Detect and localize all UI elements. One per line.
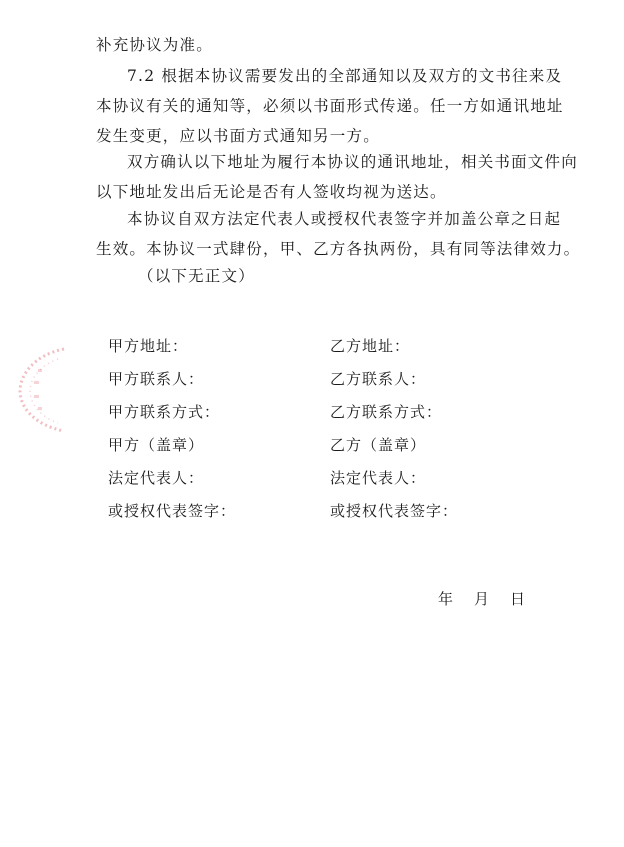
party-b-auth-rep-label: 或授权代表签字： bbox=[330, 502, 459, 520]
paragraph-line: 生效。本协议一式肆份，甲、乙方各执两份，具有同等法律效力。 bbox=[96, 240, 581, 258]
party-b-legal-rep-label: 法定代表人： bbox=[330, 469, 427, 487]
party-a-legal-rep-label: 法定代表人： bbox=[108, 469, 205, 487]
party-b-seal-label: 乙方（盖章） bbox=[330, 436, 427, 454]
party-b-contact-method-label: 乙方联系方式： bbox=[330, 403, 443, 421]
paragraph-line: 补充协议为准。 bbox=[96, 36, 213, 54]
date-year-label: 年 bbox=[438, 590, 455, 608]
paragraph-line: 双方确认以下地址为履行本协议的通讯地址，相关书面文件向 bbox=[127, 153, 578, 171]
party-b-contact-label: 乙方联系人： bbox=[330, 370, 427, 388]
party-b-signature-block bbox=[330, 330, 550, 528]
paragraph-effectiveness bbox=[96, 204, 581, 264]
seal-fragment-stamp bbox=[14, 345, 70, 435]
paragraph-continuation bbox=[96, 30, 556, 60]
party-a-address-label: 甲方地址： bbox=[108, 337, 189, 355]
party-a-seal-label: 甲方（盖章） bbox=[108, 436, 205, 454]
party-b-address-label: 乙方地址： bbox=[330, 337, 411, 355]
paragraph-line: 本协议自双方法定代表人或授权代表签字并加盖公章之日起 bbox=[127, 210, 562, 228]
date-day-label: 日 bbox=[510, 590, 527, 608]
date-line bbox=[438, 588, 526, 609]
party-a-contact-method-label: 甲方联系方式： bbox=[108, 403, 221, 421]
paragraph-line: 发生变更，应以书面方式通知另一方。 bbox=[96, 127, 380, 145]
paragraph-line: 7.2 根据本协议需要发出的全部通知以及双方的文书往来及 bbox=[127, 67, 563, 85]
paragraph-address-confirmation bbox=[96, 147, 578, 207]
party-a-auth-rep-label: 或授权代表签字： bbox=[108, 502, 237, 520]
paragraph-clause-7-2 bbox=[96, 61, 564, 151]
party-a-contact-label: 甲方联系人： bbox=[108, 370, 205, 388]
paragraph-line: （以下无正文） bbox=[138, 267, 255, 285]
party-a-signature-block bbox=[108, 330, 328, 528]
paragraph-line: 本协议有关的通知等，必须以书面形式传递。任一方如通讯地址 bbox=[96, 97, 564, 115]
date-month-label: 月 bbox=[474, 590, 491, 608]
paragraph-no-further-text bbox=[96, 261, 556, 291]
paragraph-line: 以下地址发出后无论是否有人签收均视为送达。 bbox=[96, 183, 447, 201]
